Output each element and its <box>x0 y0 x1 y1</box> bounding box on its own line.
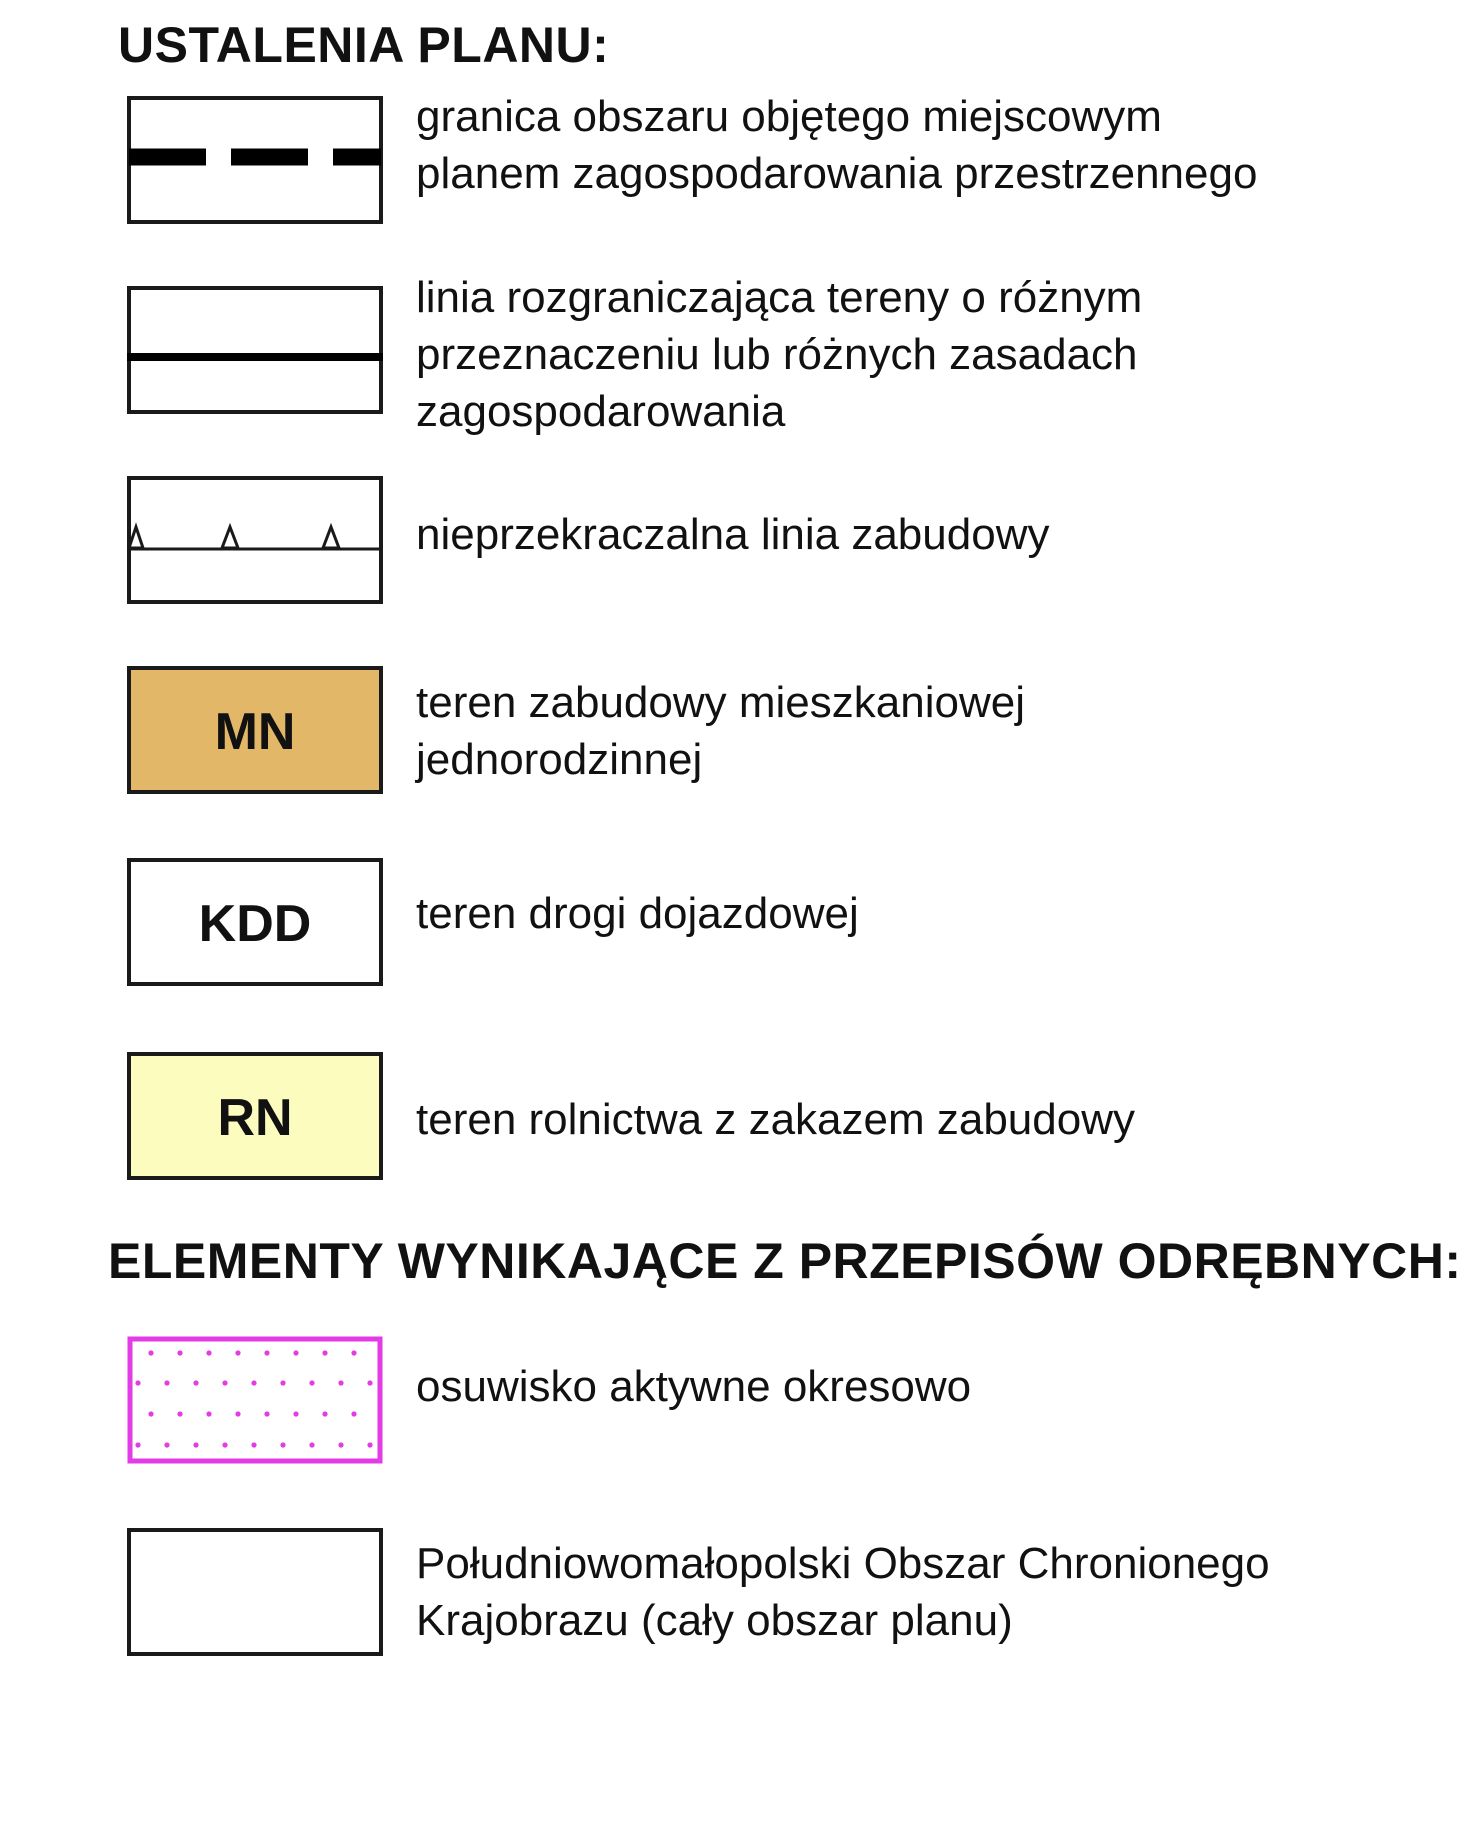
landslide-dot <box>135 1442 140 1447</box>
landslide-dot <box>222 1442 227 1447</box>
landslide-dot <box>293 1350 298 1355</box>
landslide-dot <box>222 1380 227 1385</box>
landslide-dot <box>338 1380 343 1385</box>
plan-boundary-line-1: granica obszaru objętego miejscowym <box>416 92 1162 141</box>
landslide-dot <box>193 1380 198 1385</box>
landslide-area-symbol <box>127 1336 383 1464</box>
landslide-dot <box>206 1411 211 1416</box>
landslide-dot <box>251 1380 256 1385</box>
plan-boundary-description <box>416 88 1257 202</box>
plan-boundary-symbol <box>127 96 383 224</box>
protected-landscape-symbol <box>127 1528 383 1656</box>
landslide-dot <box>280 1442 285 1447</box>
building-line-symbol <box>127 476 383 604</box>
mn-description <box>416 674 1025 788</box>
building-line-description <box>416 506 1049 563</box>
kdd-line-1: teren drogi dojazdowej <box>416 889 859 938</box>
landslide-dot <box>367 1442 372 1447</box>
mn-code-label: MN <box>214 703 296 761</box>
landslide-dot <box>367 1380 372 1385</box>
landslide-dot <box>235 1411 240 1416</box>
landslide-dot <box>338 1442 343 1447</box>
landslide-dot <box>351 1350 356 1355</box>
landslide-dot <box>164 1380 169 1385</box>
rn-code-label: RN <box>217 1089 293 1147</box>
kdd-code-label: KDD <box>198 895 312 953</box>
landslide-dot <box>135 1380 140 1385</box>
rn-description <box>416 1091 1135 1148</box>
landslide-dot <box>309 1380 314 1385</box>
landslide-dot <box>177 1411 182 1416</box>
landslide-dot <box>280 1380 285 1385</box>
landslide-dot <box>293 1411 298 1416</box>
protected-landscape-line-1: Południowomałopolski Obszar Chronionego <box>416 1539 1270 1588</box>
legend-heading-plan: USTALENIA PLANU: <box>118 17 610 73</box>
plan-boundary-line-2: planem zagospodarowania przestrzennego <box>416 149 1258 198</box>
rn-line-1: teren rolnictwa z zakazem zabudowy <box>416 1095 1135 1144</box>
landslide-dot <box>164 1442 169 1447</box>
mn-line-2: jednorodzinnej <box>416 735 703 784</box>
landslide-dot <box>193 1442 198 1447</box>
dividing-line-symbol <box>127 286 383 414</box>
dividing-line-line-3: zagospodarowania <box>416 387 786 436</box>
landslide-dot <box>251 1442 256 1447</box>
landslide-dot <box>322 1350 327 1355</box>
protected-landscape-line-2: Krajobrazu (cały obszar planu) <box>416 1596 1013 1645</box>
mn-line-1: teren zabudowy mieszkaniowej <box>416 678 1025 727</box>
landslide-dot <box>264 1411 269 1416</box>
landslide-dot <box>309 1442 314 1447</box>
landslide-dot <box>177 1350 182 1355</box>
dividing-line-line-1: linia rozgraniczająca tereny o różnym <box>416 273 1143 322</box>
kdd-description <box>416 885 859 942</box>
landslide-line-1: osuwisko aktywne okresowo <box>416 1362 972 1411</box>
kdd-area-symbol <box>127 858 383 986</box>
landslide-description <box>416 1358 971 1415</box>
mn-area-symbol <box>127 666 383 794</box>
landslide-dot <box>351 1411 356 1416</box>
landslide-dot <box>148 1350 153 1355</box>
rn-area-symbol <box>127 1052 383 1180</box>
landslide-dot <box>148 1411 153 1416</box>
dividing-line-line-2: przeznaczeniu lub różnych zasadach <box>416 330 1138 379</box>
dividing-line-description <box>416 269 1142 440</box>
building-line-line-1: nieprzekraczalna linia zabudowy <box>416 510 1050 559</box>
protected-landscape-description <box>416 1535 1270 1649</box>
landslide-dot <box>235 1350 240 1355</box>
landslide-dot <box>322 1411 327 1416</box>
legend-heading-other: ELEMENTY WYNIKAJĄCE Z PRZEPISÓW ODRĘBNYCH: <box>108 1233 1462 1289</box>
landslide-dot <box>264 1350 269 1355</box>
landslide-dot <box>206 1350 211 1355</box>
